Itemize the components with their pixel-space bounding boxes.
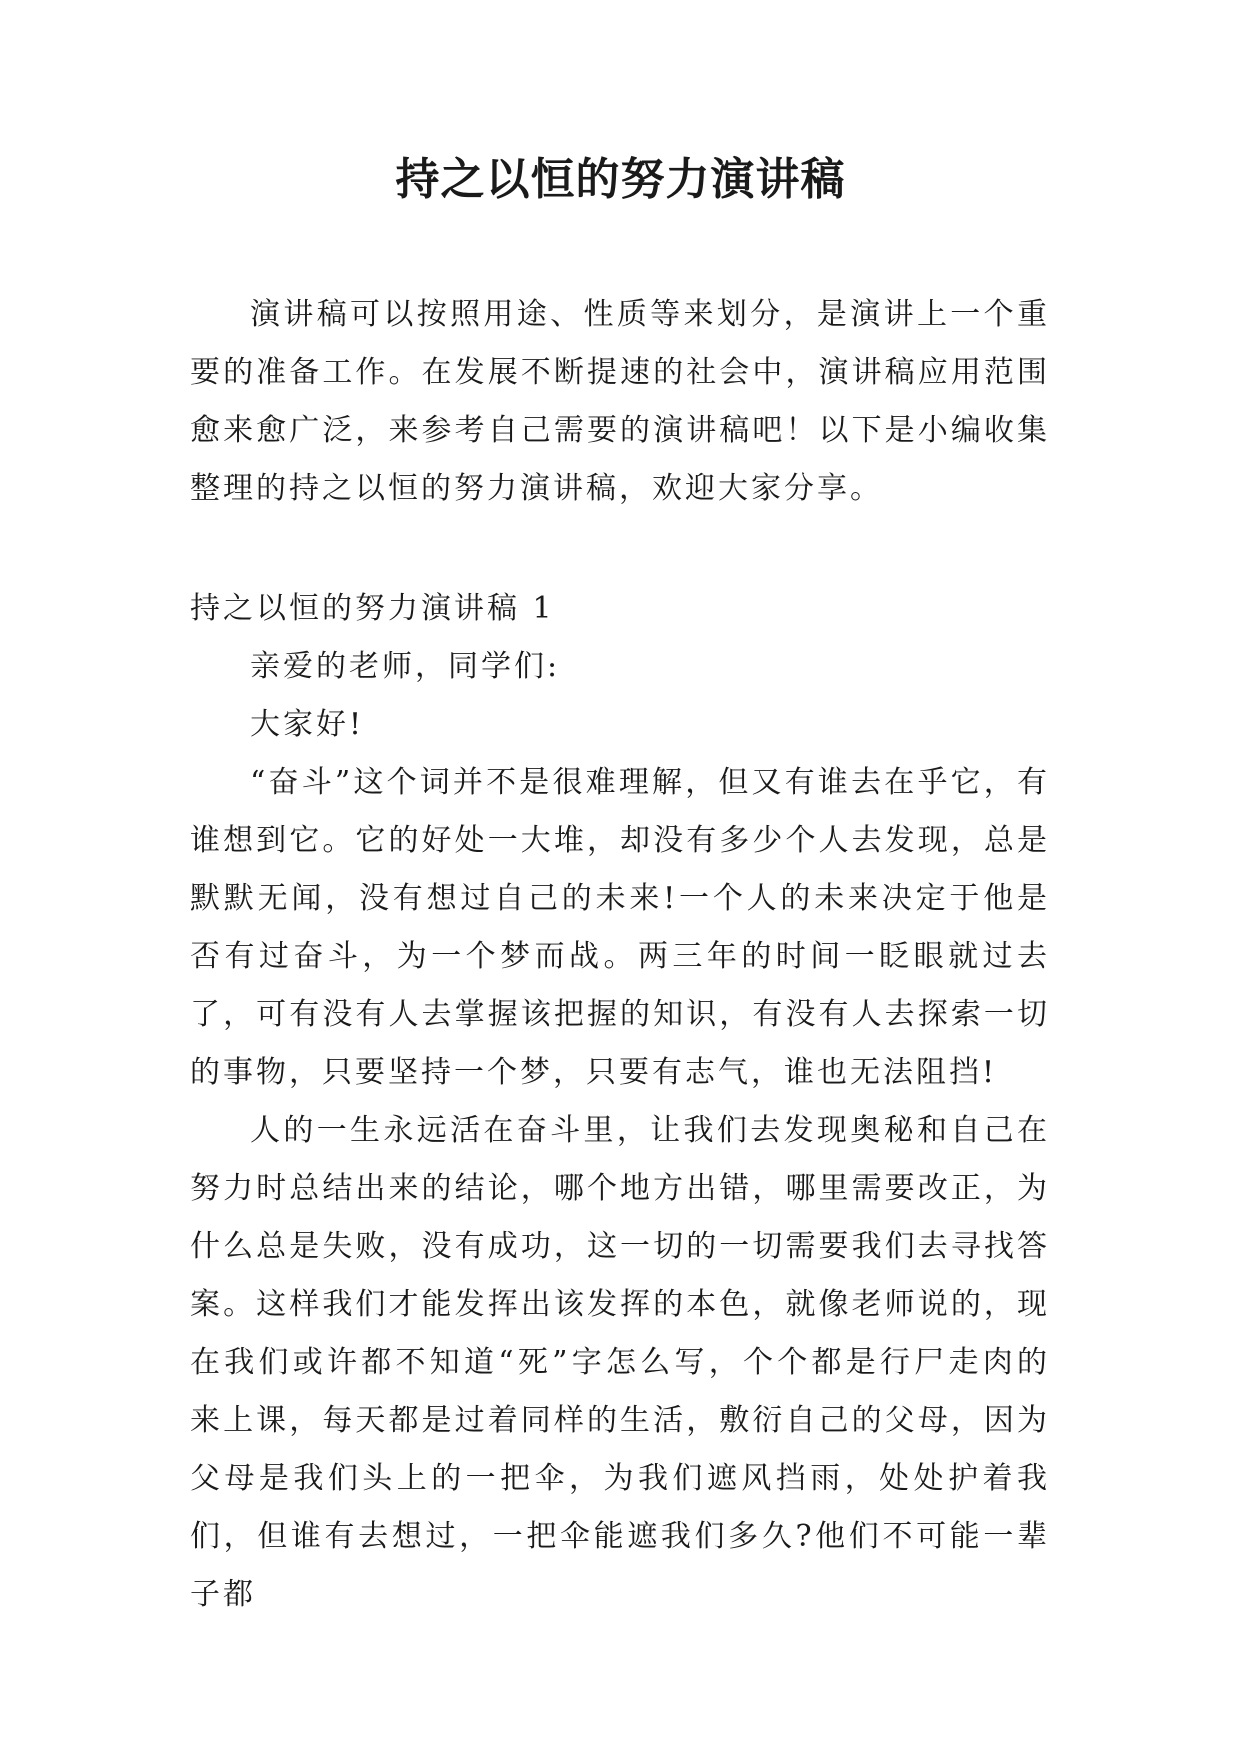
speech-section-1 [190, 580, 1050, 1624]
body-paragraph: 人的一生永远活在奋斗里，让我们去发现奥秘和自己在努力时总结出来的结论，哪个地方出错，哪里需要改正，为什么总是失败，没有成功，这一切的一切需要我们去寻找答案。这样我们才能发挥出该发挥的本色，就像老师说的，现在我们或许都不知道“死”字怎么写，个个都是行尸走肉的来上课，每天都是过着同样的生活，敷衍自己的父母，因为父母是我们头上的一把伞，为我们遮风挡雨，处处护着我们，但谁有去想过，一把伞能遮我们多久?他们不可能一辈子都 [190, 1113, 1050, 1612]
intro-paragraph: 演讲稿可以按照用途、性质等来划分，是演讲上一个重要的准备工作。在发展不断提速的社会中，演讲稿应用范围愈来愈广泛，来参考自己需要的演讲稿吧！以下是小编收集整理的持之以恒的努力演讲稿，欢迎大家分享。 [190, 297, 1050, 506]
intro-block [190, 286, 1050, 518]
body-paragraph: “奋斗”这个词并不是很难理解，但又有谁去在乎它，有谁想到它。它的好处一大堆，却没有多少个人去发现，总是默默无闻，没有想过自己的未来!一个人的未来决定于他是否有过奋斗，为一个梦而战。两三年的时间一眨眼就过去了，可有没有人去掌握该把握的知识，有没有人去探索一切的事物，只要坚持一个梦，只要有志气，谁也无法阻挡! [190, 765, 1050, 1090]
document-title: 持之以恒的努力演讲稿 [395, 154, 846, 205]
salutation: 亲爱的老师，同学们: [250, 649, 561, 684]
section-heading: 持之以恒的努力演讲稿 1 [190, 591, 555, 626]
greeting: 大家好! [250, 707, 365, 742]
